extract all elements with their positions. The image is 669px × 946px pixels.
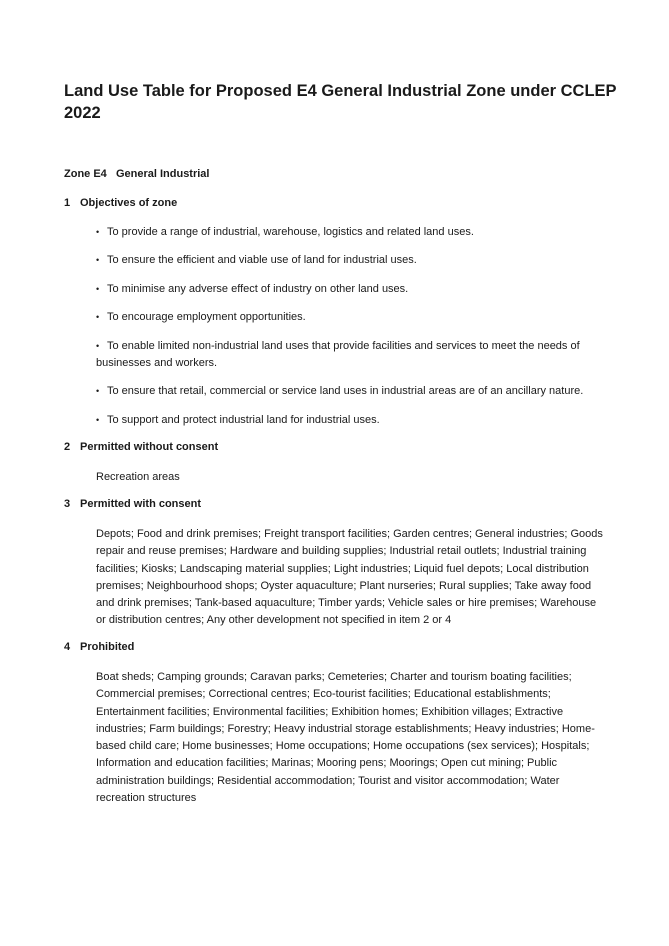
- objective-item: • To ensure the efficient and viable use of land for industrial uses.: [96, 252, 606, 269]
- bullet-icon: •: [96, 284, 100, 294]
- section-number: 3: [64, 498, 71, 510]
- section-title: Objectives of zone: [80, 197, 178, 209]
- section-number: 1: [64, 197, 71, 209]
- permitted-without-consent-text: Recreation areas: [96, 471, 180, 483]
- zone-heading: Zone E4 General Industrial: [64, 168, 210, 180]
- section-title: Permitted with consent: [80, 498, 202, 510]
- document-title: Land Use Table for Proposed E4 General Industrial Zone under CCLEP 2022: [64, 82, 617, 122]
- objective-item: • To minimise any adverse effect of industry on other land uses.: [96, 281, 606, 298]
- bullet-icon: •: [96, 227, 100, 237]
- section-title: Permitted without consent: [80, 441, 219, 453]
- objective-item: • To encourage employment opportunities.: [96, 309, 606, 326]
- section-heading-objectives: [64, 197, 177, 209]
- bullet-icon: •: [96, 312, 100, 322]
- section-number: 2: [64, 441, 71, 453]
- prohibited-text: Boat sheds; Camping grounds; Caravan parks; Cemeteries; Charter and tourism boating facilities; Commercial premises; Correctional centres; Eco-tourist facilities; Educational establishments; Entertainment facilities; Environmental facilities; Exhibition homes; Exhibition villages; Extractive industries; Farm buildings; Forestry; Heavy industrial storage establishments; Heavy industries; Home-based child care; Home businesses; Home occupations; Home occupations (sex services); Hospitals; Information and education facilities; Marinas; Mooring pens; Moorings; Open cut mining; Public administration buildings; Residential accommodation; Tourist and visitor accommodation; Water recreation structures: [96, 671, 595, 805]
- objective-item: • To ensure that retail, commercial or service land uses in industrial areas are of an ancillary nature.: [96, 383, 606, 400]
- section-heading-permitted-without-consent: [64, 441, 218, 453]
- section-heading-prohibited: [64, 641, 134, 653]
- section-title: Prohibited: [80, 641, 135, 653]
- section-heading-permitted-with-consent: [64, 498, 201, 510]
- bullet-icon: •: [96, 386, 100, 396]
- section-number: 4: [64, 641, 71, 653]
- bullet-icon: •: [96, 255, 100, 265]
- objective-item: • To provide a range of industrial, warehouse, logistics and related land uses.: [96, 224, 606, 241]
- permitted-with-consent-text: Depots; Food and drink premises; Freight transport facilities; Garden centres; General industries; Goods repair and reuse premises; Hardware and building supplies; Industrial retail outlets; Industrial training facilities; Kiosks; Landscaping material supplies; Light industries; Liquid fuel depots; Local distribution premises; Neighbourhood shops; Oyster aquaculture; Plant nurseries; Rural supplies; Take away food and drink premises; Tank-based aquaculture; Timber yards; Vehicle sales or hire premises; Warehouse or distribution centres; Any other development not specified in item 2 or 4: [96, 528, 603, 627]
- bullet-icon: •: [96, 415, 100, 425]
- objective-item: • To support and protect industrial land for industrial uses.: [96, 412, 606, 429]
- objective-item: • To enable limited non-industrial land uses that provide facilities and services to meet the needs of businesses and workers.: [96, 340, 580, 369]
- bullet-icon: •: [96, 341, 100, 351]
